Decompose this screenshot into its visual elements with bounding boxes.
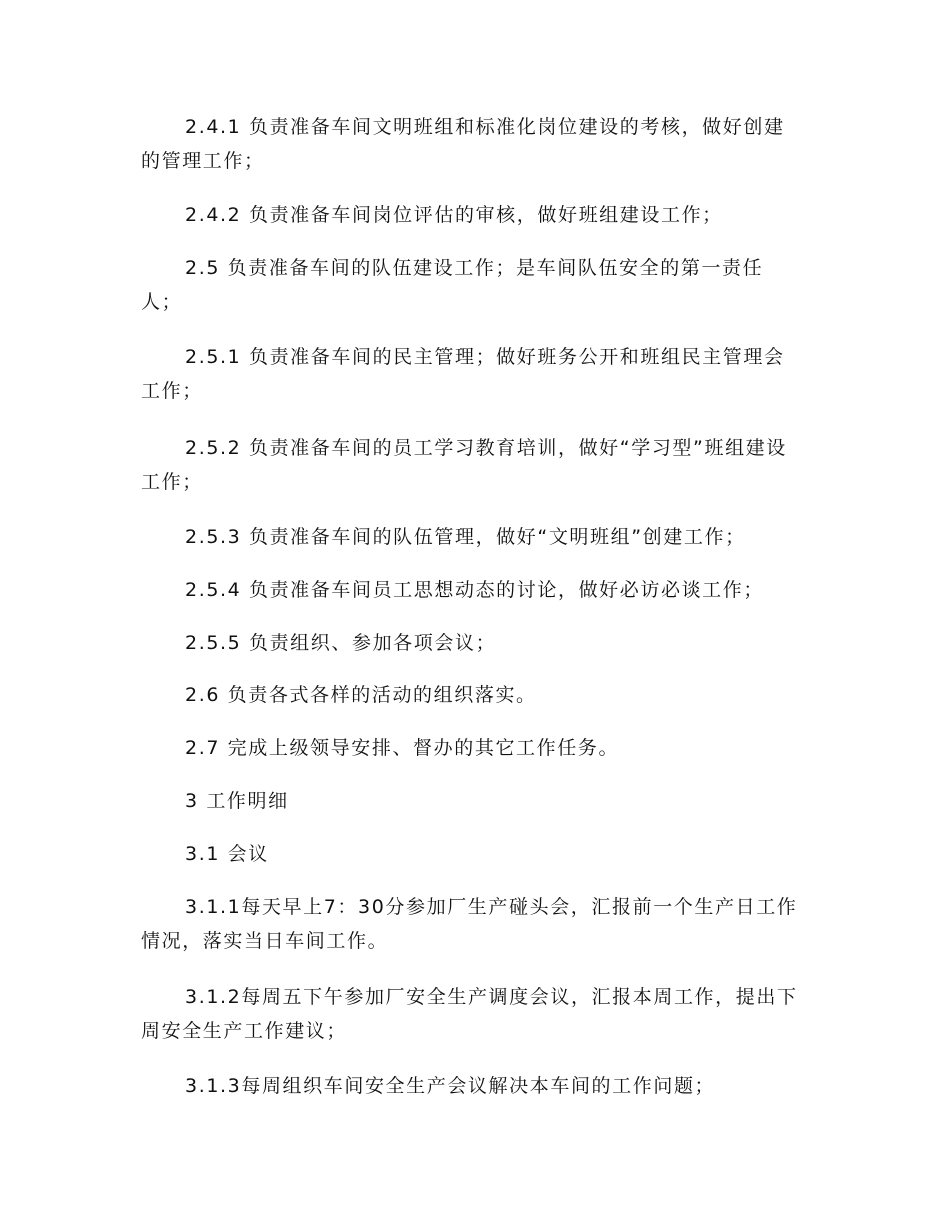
paragraph-2-4-1: 2.4.1 负责准备车间文明班组和标准化岗位建设的考核，做好创建的管理工作； <box>141 116 785 172</box>
paragraph-2-5-3: 2.5.3 负责准备车间的队伍管理，做好“文明班组”创建工作； <box>185 526 746 548</box>
paragraph-3-1-1: 3.1.1每天早上7：30分参加厂生产碰头会，汇报前一个生产日工作情况，落实当日车间工作。 <box>141 896 798 952</box>
paragraph-2-5-1: 2.5.1 负责准备车间的民主管理；做好班务公开和班组民主管理会工作； <box>141 346 785 402</box>
paragraph-3-1-3: 3.1.3每周组织车间安全生产会议解决本车间的工作问题； <box>185 1075 716 1097</box>
paragraph-2-5-2: 2.5.2 负责准备车间的员工学习教育培训，做好“学习型”班组建设工作； <box>141 437 787 493</box>
paragraph-3-1-2: 3.1.2每周五下午参加厂安全生产调度会议，汇报本周工作，提出下周安全生产工作建议； <box>141 986 798 1042</box>
paragraph-2-6: 2.6 负责各式各样的活动的组织落实。 <box>185 684 537 706</box>
section-heading-3-1: 3.1 会议 <box>185 843 269 865</box>
paragraph-2-5-5: 2.5.5 负责组织、参加各项会议； <box>185 632 497 654</box>
paragraph-2-7: 2.7 完成上级领导安排、督办的其它工作任务。 <box>185 737 620 759</box>
paragraph-2-5-4: 2.5.4 负责准备车间员工思想动态的讨论，做好必访必谈工作； <box>185 579 764 601</box>
paragraph-2-5: 2.5 负责准备车间的队伍建设工作；是车间队伍安全的第一责任人； <box>141 257 764 313</box>
paragraph-2-4-2: 2.4.2 负责准备车间岗位评估的审核，做好班组建设工作； <box>185 204 723 226</box>
section-heading-3: 3 工作明细 <box>185 790 289 812</box>
